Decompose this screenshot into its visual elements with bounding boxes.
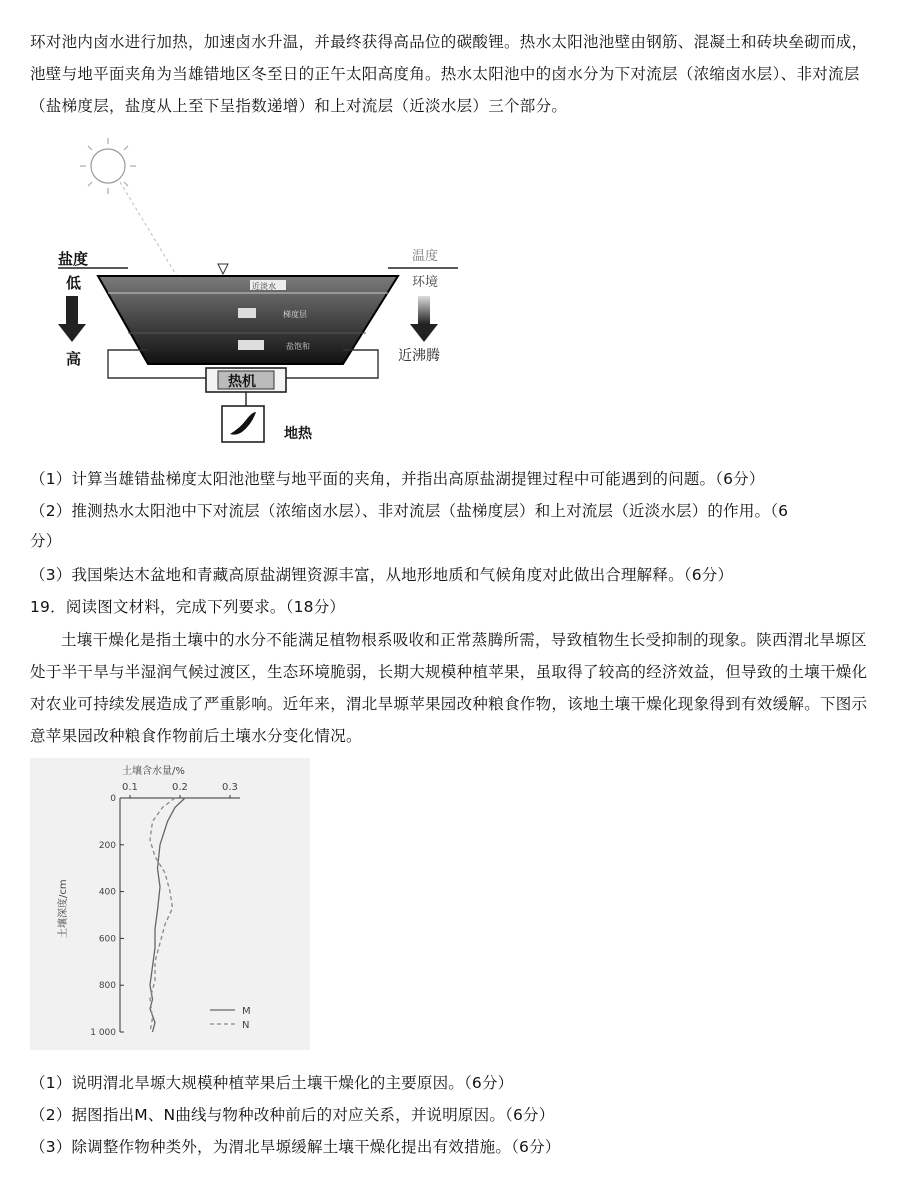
heat-engine-label: 热机 <box>228 374 256 390</box>
salinity-label: 盐度 <box>58 250 89 268</box>
temperature-env-label: 环境 <box>412 275 439 290</box>
y-axis-label: 土壤深度/cm <box>58 879 69 938</box>
q19-heading: 19．阅读图文材料，完成下列要求。（18分） <box>30 598 346 616</box>
solar-pond-diagram <box>28 128 468 458</box>
layer-bottom-label: 盐饱和 <box>286 342 310 351</box>
salinity-low-label: 低 <box>66 274 82 292</box>
temperature-label: 温度 <box>412 249 439 264</box>
q19-item-2: （2）据图指出M、N曲线与物种改种前后的对应关系，并说明原因。（6分） <box>30 1106 555 1124</box>
q18-item-3: （3）我国柴达木盆地和青藏高原盐湖锂资源丰富，从地形地质和气候角度对此做出合理解释。（6分） <box>30 566 734 584</box>
y-tick-label: 200 <box>98 840 116 851</box>
salinity-high-label: 高 <box>66 350 82 368</box>
soil-moisture-chart <box>30 758 310 1050</box>
geothermal-label: 地热 <box>284 426 312 442</box>
q19-paragraph: 土壤干燥化是指土壤中的水分不能满足植物根系吸收和正常蒸腾所需，导致植物生长受抑制的现象。陕西渭北旱塬区处于半干旱与半湿润气候过渡区，生态环境脆弱，长期大规模种植苹果，虽取得了较高的经济效益，但导致的土壤干燥化对农业可持续发展造成了严重影响。近年来，渭北旱塬苹果园改种粮食作物，该地土壤干燥化现象得到有效缓解。下图示意苹果园改种粮食作物前后土壤水分变化情况。 <box>30 631 868 745</box>
q19-item-1: （1）说明渭北旱塬大规模种植苹果后土壤干燥化的主要原因。（6分） <box>30 1074 514 1092</box>
q18-item-1: （1）计算当雄错盐梯度太阳池池壁与地平面的夹角，并指出高原盐湖提锂过程中可能遇到的问题。（6分） <box>30 470 765 488</box>
legend-label-N: N <box>242 1020 250 1031</box>
heat-engine-box <box>206 368 286 392</box>
layer-top-label: 近淡水 <box>252 282 276 291</box>
legend-label-M: M <box>242 1006 251 1017</box>
x-tick-label: 0.3 <box>222 782 238 793</box>
y-tick-label: 1 000 <box>90 1028 116 1038</box>
x-axis-label: 土壤含水量/% <box>122 766 185 777</box>
x-tick-label: 0.1 <box>122 782 138 793</box>
q19-item-3: （3）除调整作物种类外，为渭北旱塬缓解土壤干燥化提出有效措施。（6分） <box>30 1138 561 1156</box>
layer-mid-label: 梯度层 <box>283 310 307 319</box>
y-tick-label: 800 <box>98 981 116 992</box>
intro-paragraph: 环对池内卤水进行加热，加速卤水升温，并最终获得高品位的碳酸锂。热水太阳池池壁由钢筋、混凝土和砖块垒砌而成，池壁与地平面夹角为当雄错地区冬至日的正午太阳高度角。热水太阳池中的卤水分为下对流层（浓缩卤水层）、非对流层（盐梯度层，盐度从上至下呈指数递增）和上对流层（近淡水层）三个部分。 <box>30 33 868 115</box>
q18-item-2-cont: 分） <box>30 532 62 550</box>
y-tick-label: 0 <box>110 794 116 804</box>
geothermal-icon <box>222 406 264 442</box>
near-boiling-label: 近沸腾 <box>398 348 440 364</box>
q18-item-2: （2）推测热水太阳池中下对流层（浓缩卤水层）、非对流层（盐梯度层）和上对流层（近淡水层）的作用。（6 <box>30 502 789 520</box>
y-tick-label: 400 <box>98 887 116 898</box>
x-tick-label: 0.2 <box>172 782 188 793</box>
y-tick-label: 600 <box>98 934 116 945</box>
